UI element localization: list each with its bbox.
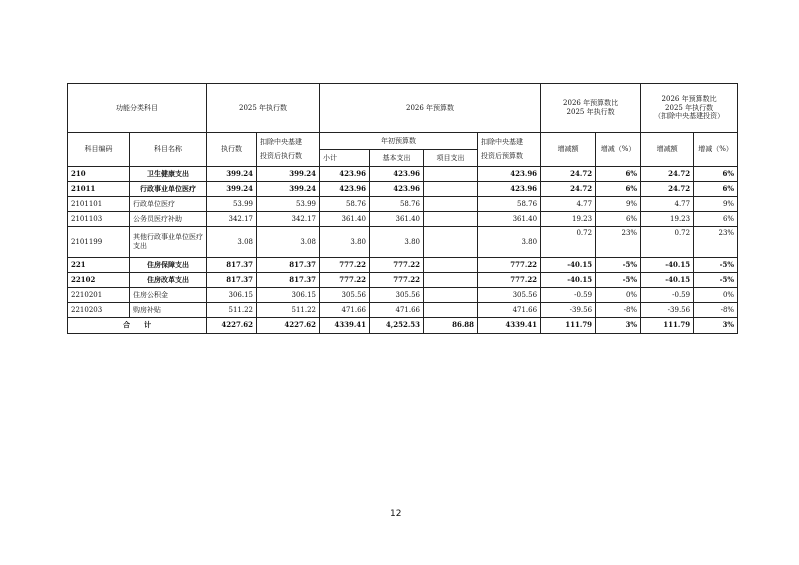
- cell-inc-amt: -40.15: [541, 258, 596, 273]
- cell-project: [424, 303, 478, 318]
- cell-budget-ex: 471.66: [478, 303, 541, 318]
- cell-exec-ex: 817.37: [257, 273, 320, 288]
- cell-inc-amt2: -40.15: [641, 273, 694, 288]
- cell-exec: 817.37: [207, 258, 257, 273]
- table-row: [68, 227, 738, 258]
- cell-subtotal: 423.96: [320, 182, 370, 197]
- header-budget-ex: 扣除中央基建 投资后预算数: [478, 133, 541, 167]
- total-exec-ex: 4227.62: [257, 318, 320, 334]
- cell-inc-amt: 24.72: [541, 167, 596, 182]
- cell-exec: 3.08: [207, 227, 257, 258]
- header-exec: 执行数: [207, 133, 257, 167]
- cell-inc-amt2: 24.72: [641, 167, 694, 182]
- cell-project: [424, 167, 478, 182]
- cell-code: 2210201: [68, 288, 130, 303]
- cell-basic: 305.56: [370, 288, 424, 303]
- cell-code: 21011: [68, 182, 130, 197]
- cell-inc-pct2: -5%: [694, 258, 738, 273]
- header-compare-a: 2026 年预算数比 2025 年执行数: [541, 84, 641, 133]
- total-inc-amt2: 111.79: [641, 318, 694, 334]
- total-inc-pct2: 3%: [694, 318, 738, 334]
- table-row: [68, 167, 738, 182]
- cell-basic: 423.96: [370, 182, 424, 197]
- total-basic: 4,252.53: [370, 318, 424, 334]
- table-row: [68, 182, 738, 197]
- cell-inc-pct: 6%: [596, 167, 641, 182]
- cell-project: [424, 227, 478, 258]
- header-annual: 年初预算数: [320, 133, 478, 150]
- cell-exec-ex: 53.99: [257, 197, 320, 212]
- cell-subtotal: 777.22: [320, 273, 370, 288]
- cell-inc-pct2: 6%: [694, 212, 738, 227]
- cell-subtotal: 3.80: [320, 227, 370, 258]
- cell-subtotal: 423.96: [320, 167, 370, 182]
- cell-exec: 399.24: [207, 182, 257, 197]
- cell-inc-pct: -5%: [596, 258, 641, 273]
- cell-exec-ex: 399.24: [257, 167, 320, 182]
- cell-inc-pct2: 6%: [694, 167, 738, 182]
- cell-subtotal: 361.40: [320, 212, 370, 227]
- cell-code: 221: [68, 258, 130, 273]
- header-exec-ex: 扣除中央基建 投资后执行数: [257, 133, 320, 167]
- cell-name: 住房改革支出: [130, 273, 207, 288]
- cell-basic: 423.96: [370, 167, 424, 182]
- header-basic: 基本支出: [370, 150, 424, 167]
- cell-name: 行政单位医疗: [130, 197, 207, 212]
- cell-inc-amt: 19.23: [541, 212, 596, 227]
- cell-project: [424, 288, 478, 303]
- cell-basic: 471.66: [370, 303, 424, 318]
- cell-code: 2101101: [68, 197, 130, 212]
- cell-basic: 58.76: [370, 197, 424, 212]
- cell-inc-pct2: 23%: [694, 227, 738, 258]
- header-budget-2026: 2026 年预算数: [320, 84, 541, 133]
- header-project: 项目支出: [424, 150, 478, 167]
- cell-exec: 306.15: [207, 288, 257, 303]
- cell-basic: 361.40: [370, 212, 424, 227]
- cell-inc-pct2: 9%: [694, 197, 738, 212]
- cell-inc-amt: -40.15: [541, 273, 596, 288]
- cell-inc-pct2: -8%: [694, 303, 738, 318]
- header-func-class: 功能分类科目: [68, 84, 207, 133]
- cell-code: 2101199: [68, 227, 130, 258]
- header-inc-pct2: 增减（%）: [694, 133, 738, 167]
- budget-table: [67, 83, 738, 334]
- cell-project: [424, 258, 478, 273]
- cell-code: 22102: [68, 273, 130, 288]
- table-row: [68, 197, 738, 212]
- cell-inc-pct: -8%: [596, 303, 641, 318]
- page-number: 12: [390, 509, 402, 519]
- cell-inc-pct2: -5%: [694, 273, 738, 288]
- total-subtotal: 4339.41: [320, 318, 370, 334]
- cell-basic: 3.80: [370, 227, 424, 258]
- cell-budget-ex: 777.22: [478, 273, 541, 288]
- cell-subtotal: 471.66: [320, 303, 370, 318]
- cell-code: 2101103: [68, 212, 130, 227]
- cell-inc-pct: 0%: [596, 288, 641, 303]
- cell-inc-amt2: -39.56: [641, 303, 694, 318]
- cell-name: 行政事业单位医疗: [130, 182, 207, 197]
- cell-inc-pct: 9%: [596, 197, 641, 212]
- cell-subtotal: 58.76: [320, 197, 370, 212]
- total-inc-pct: 3%: [596, 318, 641, 334]
- cell-inc-pct: 6%: [596, 182, 641, 197]
- cell-inc-amt2: -0.59: [641, 288, 694, 303]
- cell-exec: 511.22: [207, 303, 257, 318]
- header-inc-amt2: 增减额: [641, 133, 694, 167]
- header-inc-amt: 增减额: [541, 133, 596, 167]
- cell-code: 210: [68, 167, 130, 182]
- cell-project: [424, 197, 478, 212]
- cell-project: [424, 212, 478, 227]
- cell-project: [424, 182, 478, 197]
- cell-inc-amt: -39.56: [541, 303, 596, 318]
- header-code: 科目编码: [68, 133, 130, 167]
- total-project: 86.88: [424, 318, 478, 334]
- cell-exec-ex: 399.24: [257, 182, 320, 197]
- total-row: [68, 318, 738, 334]
- cell-budget-ex: 777.22: [478, 258, 541, 273]
- cell-budget-ex: 423.96: [478, 167, 541, 182]
- cell-inc-amt: 4.77: [541, 197, 596, 212]
- table-row: [68, 212, 738, 227]
- header-subtotal: 小计: [320, 150, 370, 167]
- cell-name: 其他行政事业单位医疗 支出: [130, 227, 207, 258]
- cell-inc-amt: -0.59: [541, 288, 596, 303]
- cell-name: 公务员医疗补助: [130, 212, 207, 227]
- cell-subtotal: 305.56: [320, 288, 370, 303]
- cell-inc-amt2: -40.15: [641, 258, 694, 273]
- header-inc-pct: 增减（%）: [596, 133, 641, 167]
- cell-budget-ex: 361.40: [478, 212, 541, 227]
- cell-inc-pct: -5%: [596, 273, 641, 288]
- cell-name: 住房保障支出: [130, 258, 207, 273]
- total-budget-ex: 4339.41: [478, 318, 541, 334]
- cell-project: [424, 273, 478, 288]
- cell-name: 住房公积金: [130, 288, 207, 303]
- header-exec-2025: 2025 年执行数: [207, 84, 320, 133]
- table-row: [68, 288, 738, 303]
- cell-exec: 342.17: [207, 212, 257, 227]
- cell-budget-ex: 305.56: [478, 288, 541, 303]
- total-label: 合 计: [68, 318, 207, 334]
- cell-inc-amt2: 4.77: [641, 197, 694, 212]
- cell-inc-amt2: 0.72: [641, 227, 694, 258]
- cell-budget-ex: 423.96: [478, 182, 541, 197]
- cell-subtotal: 777.22: [320, 258, 370, 273]
- cell-basic: 777.22: [370, 273, 424, 288]
- cell-inc-pct: 23%: [596, 227, 641, 258]
- cell-exec-ex: 817.37: [257, 258, 320, 273]
- total-exec: 4227.62: [207, 318, 257, 334]
- header-compare-b: 2026 年预算数比 2025 年执行数 （扣除中央基建投资）: [641, 84, 738, 133]
- cell-name: 购房补贴: [130, 303, 207, 318]
- cell-name: 卫生健康支出: [130, 167, 207, 182]
- cell-code: 2210203: [68, 303, 130, 318]
- cell-exec: 817.37: [207, 273, 257, 288]
- cell-exec-ex: 342.17: [257, 212, 320, 227]
- cell-basic: 777.22: [370, 258, 424, 273]
- table-row: [68, 303, 738, 318]
- cell-inc-pct2: 6%: [694, 182, 738, 197]
- cell-exec-ex: 306.15: [257, 288, 320, 303]
- cell-inc-amt2: 24.72: [641, 182, 694, 197]
- cell-inc-amt: 0.72: [541, 227, 596, 258]
- cell-inc-amt: 24.72: [541, 182, 596, 197]
- cell-budget-ex: 58.76: [478, 197, 541, 212]
- cell-exec: 399.24: [207, 167, 257, 182]
- cell-inc-pct2: 0%: [694, 288, 738, 303]
- cell-exec: 53.99: [207, 197, 257, 212]
- header-name: 科目名称: [130, 133, 207, 167]
- cell-budget-ex: 3.80: [478, 227, 541, 258]
- cell-inc-amt2: 19.23: [641, 212, 694, 227]
- cell-exec-ex: 3.08: [257, 227, 320, 258]
- total-inc-amt: 111.79: [541, 318, 596, 334]
- table-row: [68, 273, 738, 288]
- cell-inc-pct: 6%: [596, 212, 641, 227]
- table-row: [68, 258, 738, 273]
- cell-exec-ex: 511.22: [257, 303, 320, 318]
